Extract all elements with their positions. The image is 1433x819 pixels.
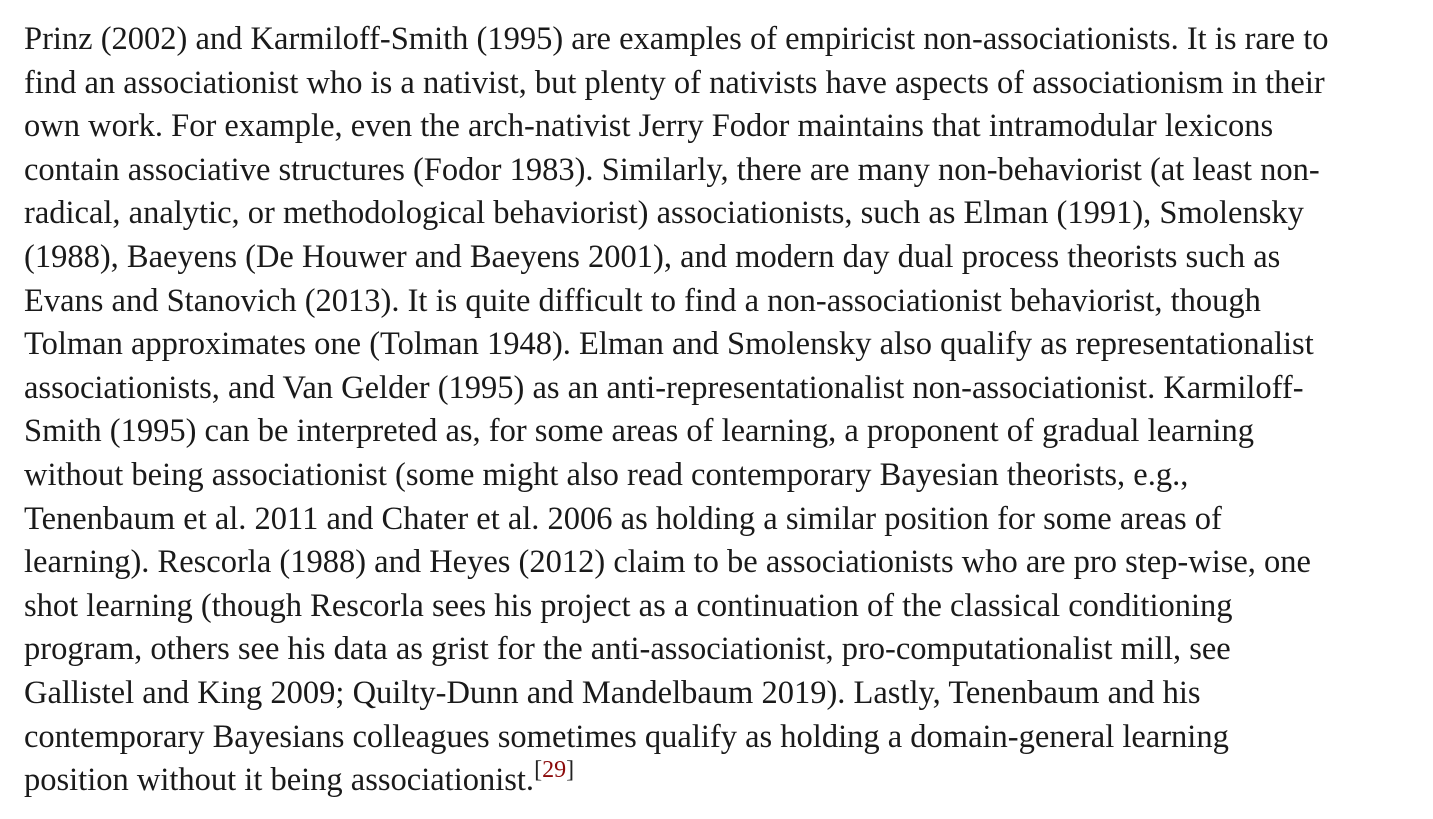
paragraph-line: contemporary Bayesians colleagues sometimes qualify as holding a domain-general learning [24,718,1229,755]
paragraph-line: own work. For example, even the arch-nativist Jerry Fodor maintains that intramodular lexicons [24,108,1274,145]
paragraph-line: (1988), Baeyens (De Houwer and Baeyens 2001), and modern day dual process theorists such as [24,238,1281,275]
paragraph-line: associationists, and Van Gelder (1995) as an anti-representationalist non-associationist. Karmiloff- [24,369,1304,406]
paragraph-line: find an associationist who is a nativist, but plenty of nativists have aspects of associationism in their [24,64,1325,101]
paragraph-line: Smith (1995) can be interpreted as, for some areas of learning, a proponent of gradual learning [24,413,1255,450]
paragraph-line: program, others see his data as grist for the anti-associationist, pro-computationalist mill, see [24,631,1231,668]
paragraph-line: Gallistel and King 2009; Quilty-Dunn and Mandelbaum 2019). Lastly, Tenenbaum and his [24,674,1201,711]
paragraph-line: Tenenbaum et al. 2011 and Chater et al. 2006 as holding a similar position for some areas of [24,500,1222,537]
paragraph-line: contain associative structures (Fodor 1983). Similarly, there are many non-behaviorist (at least non- [24,151,1320,188]
footnote-reference [534,757,574,783]
body-paragraph [24,18,1413,803]
footnote-close-bracket: ] [566,756,575,783]
last-line-text: position without it being associationist. [24,762,535,799]
paragraph-line: Tolman approximates one (Tolman 1948). Elman and Smolensky also qualify as representationalist [24,326,1314,363]
footnote-29-link[interactable]: 29 [542,756,567,783]
paragraph-last-line [24,756,1413,803]
paragraph-line: radical, analytic, or methodological behaviorist) associationists, such as Elman (1991), Smolensky [24,195,1304,232]
paragraph-line: Evans and Stanovich (2013). It is quite difficult to find a non-associationist behaviorist, though [24,282,1261,319]
paragraph-line: without being associationist (some might also read contemporary Bayesian theorists, e.g., [24,456,1189,493]
footnote-open-bracket: [ [534,756,543,783]
paragraph-line: shot learning (though Rescorla sees his project as a continuation of the classical conditioning [24,587,1233,624]
paragraph-line: learning). Rescorla (1988) and Heyes (2012) claim to be associationists who are pro step-wise, one [24,544,1311,581]
paragraph-line: Prinz (2002) and Karmiloff-Smith (1995) are examples of empiricist non-associationists. It is rare to [24,21,1329,57]
